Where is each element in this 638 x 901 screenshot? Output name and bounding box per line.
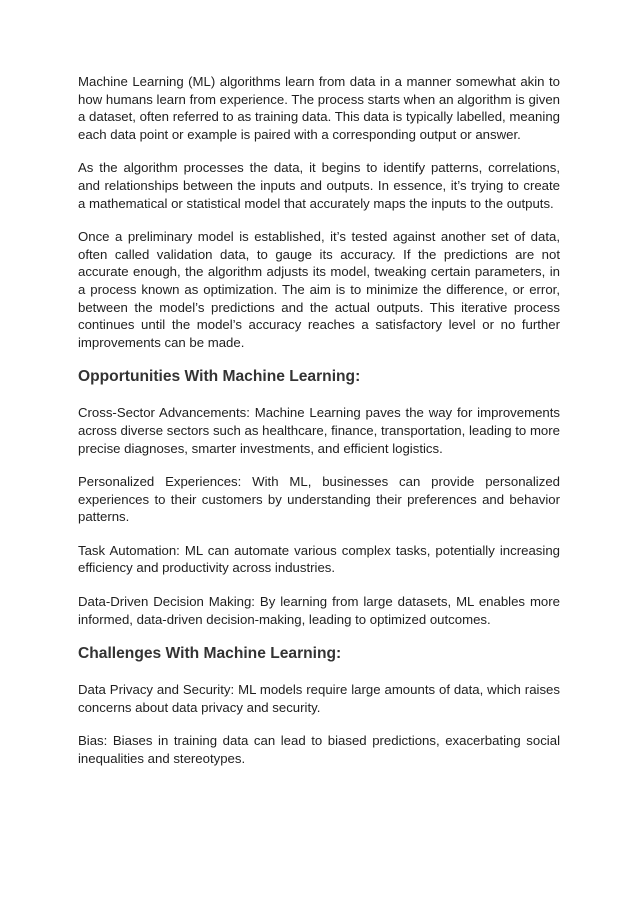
opportunity-personalized-experiences: Personalized Experiences: With ML, businesses can provide personalized experiences to their customers by understanding their preferences and behavior patterns.	[78, 474, 560, 525]
intro-paragraph-2: As the algorithm processes the data, it begins to identify patterns, correlations, and relationships between the inputs and outputs. In essence, it’s trying to create a mathematical or statistical model that accurately maps the inputs to the outputs.	[78, 160, 560, 211]
challenge-data-privacy: Data Privacy and Security: ML models require large amounts of data, which raises concerns about data privacy and security.	[78, 682, 560, 715]
challenge-bias: Bias: Biases in training data can lead to biased predictions, exacerbating social inequalities and stereotypes.	[78, 733, 560, 767]
challenges-section	[78, 644, 560, 767]
opportunity-cross-sector: Cross-Sector Advancements: Machine Learning paves the way for improvements across diverse sectors such as healthcare, finance, transportation, leading to more precise diagnoses, smarter investments, and efficient logistics.	[78, 405, 560, 456]
document-page	[78, 73, 560, 784]
intro-paragraph-1: Machine Learning (ML) algorithms learn from data in a manner somewhat akin to how humans learn from experience. The process starts when an algorithm is given a dataset, often referred to as training data. This data is typically labelled, meaning each data point or example is paired with a corresponding output or answer.	[78, 74, 560, 142]
opportunity-data-driven-decisions: Data-Driven Decision Making: By learning from large datasets, ML enables more informed, data-driven decision-making, leading to optimized outcomes.	[78, 594, 560, 627]
opportunities-section	[78, 367, 560, 628]
challenges-heading: Challenges With Machine Learning:	[78, 645, 342, 663]
opportunities-heading: Opportunities With Machine Learning:	[78, 368, 361, 386]
intro-paragraph-3: Once a preliminary model is established, it’s tested against another set of data, often called validation data, to gauge its accuracy. If the predictions are not accurate enough, the algorithm adjusts its model, tweaking certain parameters, in a process known as optimization. The aim is to minimize the difference, or error, between the model’s predictions and the actual outputs. This iterative process continues until the model’s accuracy reaches a satisfactory level or no further improvements can be made.	[78, 229, 560, 350]
opportunity-task-automation: Task Automation: ML can automate various complex tasks, potentially increasing efficiency and productivity across industries.	[78, 542, 560, 576]
